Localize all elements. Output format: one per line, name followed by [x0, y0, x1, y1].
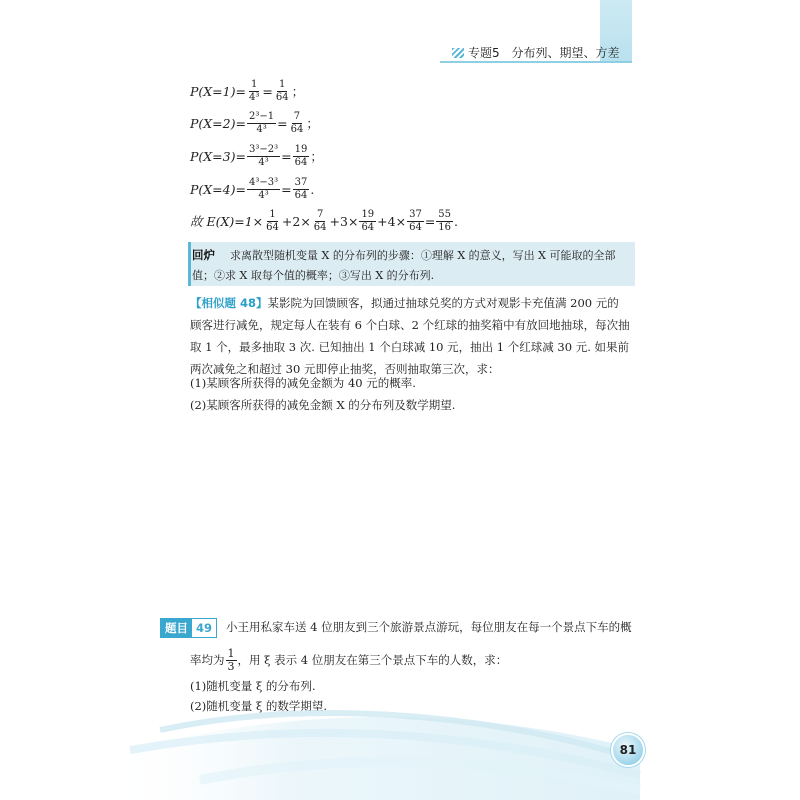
problem-49-question-1: (1)随机变量 ξ 的分布列.	[190, 679, 316, 693]
fraction: $\frac{1}{\text{4³}}$	[248, 78, 260, 103]
problem-49-line-1: 小王用私家车送 4 位朋友到三个旅游景点游玩，每位朋友在每一个景点下车的概	[226, 620, 632, 634]
prob-line-3: P(X=3)= $\frac{\text{3³−2³}}{\text{4³}}$ = $\frac{19}{64}$ ；	[190, 143, 323, 168]
fraction: $\frac{\text{4³−3³}}{\text{4³}}$	[248, 176, 279, 201]
similar-problem-48	[190, 292, 630, 380]
fraction: $\frac{7}{64}$	[313, 208, 327, 233]
fraction: $\frac{\text{3³−2³}}{\text{4³}}$	[248, 143, 279, 168]
fraction: $\frac{1}{64}$	[266, 208, 279, 233]
problem-tag-label: 题目	[161, 619, 192, 637]
header-title: 分布列、期望、方差	[511, 46, 620, 60]
fraction: $\frac{7}{64}$	[290, 110, 304, 135]
fraction: $\frac{19}{64}$	[294, 143, 308, 168]
similar-problem-tag: 【相似题 48】	[190, 296, 268, 310]
similar-question-2: (2)某顾客所获得的减免金额 X 的分布列及数学期望.	[190, 398, 456, 412]
fraction: $\frac{37}{64}$	[294, 176, 308, 201]
similar-question-1: (1)某顾客所获得的减免金额为 40 元的概率.	[190, 376, 416, 390]
fraction: $\frac{55}{16}$	[438, 208, 452, 233]
review-note-tag: 回炉	[192, 248, 215, 262]
running-header	[468, 44, 619, 61]
similar-problem-text: 某影院为回馈顾客，拟通过抽球兑奖的方式对观影卡充值满 200 元的顾客进行减免，规定每人在装有 6 个白球、2 个红球的抽奖箱中有放回地抽球，每次抽取 1 个，最多抽取 3 次. 已知抽出 1 个白球减 10 元，抽出 1 个红球减 30 元. 如果前两次减免之和超过 30 元即停止抽奖，否则抽取第三次，求：	[190, 296, 630, 376]
footer-wave-decoration	[0, 690, 800, 800]
page-number-badge: 81	[611, 733, 645, 767]
expectation-line: 故 E(X)=1× $\frac{1}{64}$ +2× $\frac{7}{64}$ +3× $\frac{19}{64}$ +4× $\frac{37}{64}$ = $\frac{55}{16}$ .	[190, 208, 459, 233]
header-hatch-icon	[452, 48, 464, 58]
problem-49-line-2: 率均为 $\frac{1}{3}$ ，用 ξ 表示 4 位朋友在第三个景点下车的人数，求：	[190, 646, 508, 673]
fraction: $\frac{37}{64}$	[409, 208, 422, 233]
fraction: $\frac{19}{64}$	[361, 208, 375, 233]
fraction: $\frac{1}{64}$	[275, 78, 289, 103]
prob-line-1: P(X=1)= $\frac{1}{\text{4³}}$ = $\frac{1}{64}$ ；	[190, 78, 305, 103]
header-topic: 专题5	[468, 46, 500, 60]
prob-line-2: P(X=2)= $\frac{\text{2³−1}}{\text{4³}}$ = $\frac{7}{64}$ ；	[190, 110, 319, 135]
problem-49-tag	[160, 618, 217, 638]
fraction: $\frac{\text{2³−1}}{\text{4³}}$	[248, 110, 275, 135]
fraction: $\frac{1}{3}$	[227, 646, 235, 673]
header-rule	[440, 61, 632, 63]
prob-line-4: P(X=4)= $\frac{\text{4³−3³}}{\text{4³}}$ = $\frac{37}{64}$ .	[190, 176, 315, 201]
problem-49-question-2: (2)随机变量 ξ 的数学期望.	[190, 699, 328, 713]
review-note-text: 求离散型随机变量 X 的分布列的步骤：①理解 X 的意义，写出 X 可能取的全部值；②求 X 取每个值的概率；③写出 X 的分布列.	[192, 249, 616, 282]
problem-tag-number: 49	[192, 619, 216, 637]
